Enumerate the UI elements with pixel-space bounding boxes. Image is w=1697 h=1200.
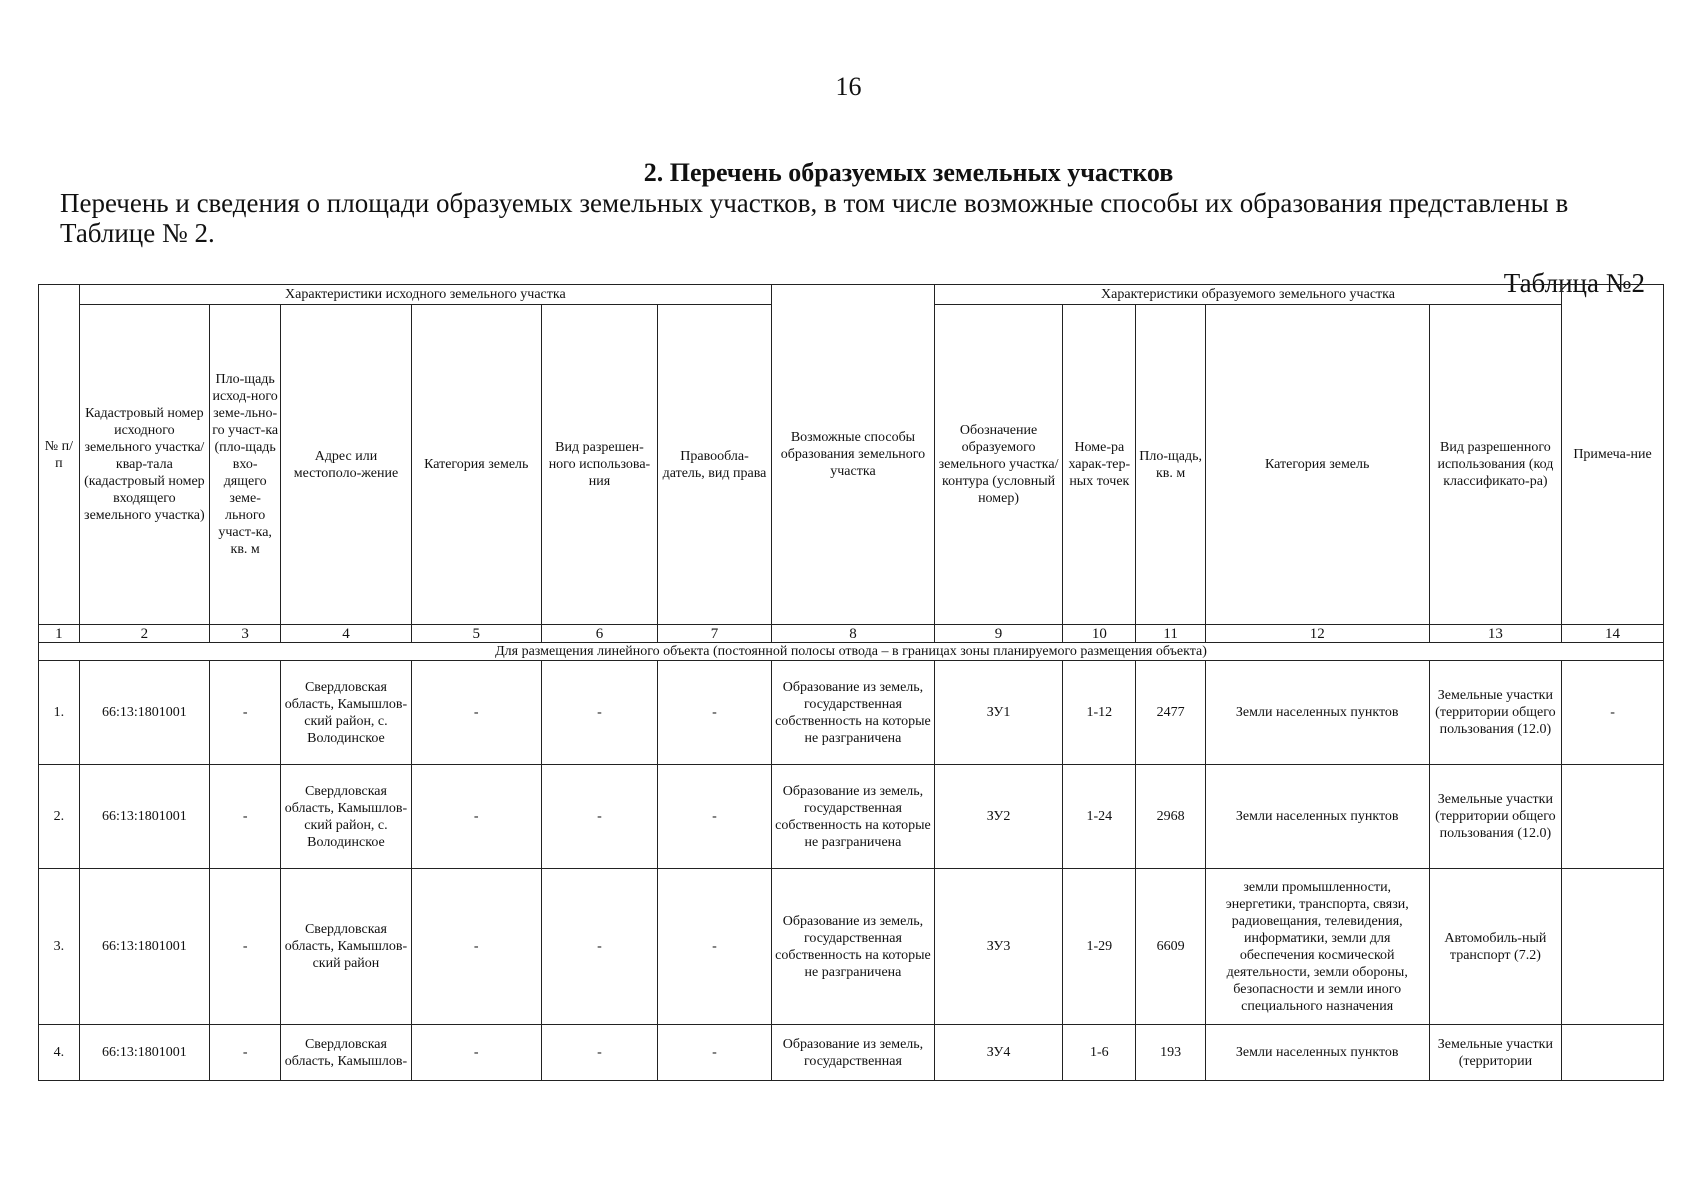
group-header-formed: Характеристики образуемого земельного участка [934,285,1561,305]
permitted-use: - [541,765,657,869]
cadastral-number: 66:13:1801001 [79,869,209,1025]
note [1562,765,1664,869]
column-number: 10 [1063,625,1136,643]
col-header-1: № п/ п [39,285,80,625]
col-header-11: Пло-щадь, кв. м [1136,305,1205,625]
column-number: 4 [281,625,411,643]
source-area: - [210,661,281,765]
column-number: 12 [1205,625,1429,643]
land-category: - [411,869,541,1025]
col-header-8: Возможные способы образования земельного участка [772,285,935,625]
col-header-13: Вид разрешенного использования (код классификато-ра) [1429,305,1561,625]
plot-area: 2477 [1136,661,1205,765]
page-number: 16 [835,72,862,101]
cadastral-number: 66:13:1801001 [79,765,209,869]
new-land-category: Земли населенных пунктов [1205,765,1429,869]
new-land-category: Земли населенных пунктов [1205,661,1429,765]
row-num: 1. [39,661,80,765]
formation-method: Образование из земель, государственная [772,1025,935,1081]
col-header-5: Категория земель [411,305,541,625]
source-area: - [210,1025,281,1081]
section-heading: 2. Перечень образуемых земельных участков [643,158,1174,187]
table-row [39,1025,1664,1081]
right-holder: - [657,1025,771,1081]
column-number: 1 [39,625,80,643]
column-number: 14 [1562,625,1664,643]
col-header-10: Номе-ра харак-тер-ных точек [1063,305,1136,625]
section-title-row: Для размещения линейного объекта (постоянной полосы отвода – в границах зоны планируемого размещения объекта) [39,643,1664,661]
table-row [39,661,1664,765]
col-header-6: Вид разрешен-ного использова-ния [541,305,657,625]
source-area: - [210,869,281,1025]
col-header-2: Кадастровый номер исходного земельного участка/квар-тала (кадастровый номер входящего земельного участка) [79,305,209,625]
column-number: 3 [210,625,281,643]
land-category: - [411,661,541,765]
col-header-14: Примеча-ние [1562,285,1664,625]
right-holder: - [657,661,771,765]
plot-designation: ЗУ2 [934,765,1062,869]
new-land-category: Земли населенных пунктов [1205,1025,1429,1081]
col-header-3: Пло-щадь исход-ного земе-льно-го участ-ка (пло-щадь вхо-дящего земе-льного участ-ка, кв. м [210,305,281,625]
new-permitted-use: Земельные участки (территории общего пользования (12.0) [1429,661,1561,765]
new-permitted-use: Земельные участки (территории [1429,1025,1561,1081]
column-number: 9 [934,625,1062,643]
col-header-9: Обозначение образуемого земельного участка/ контура (условный номер) [934,305,1062,625]
plot-area: 6609 [1136,869,1205,1025]
plot-designation: ЗУ1 [934,661,1062,765]
plot-designation: ЗУ3 [934,869,1062,1025]
source-area: - [210,765,281,869]
col-header-4: Адрес или местополо-жение [281,305,411,625]
land-category: - [411,1025,541,1081]
column-number: 13 [1429,625,1561,643]
column-number: 7 [657,625,771,643]
col-header-12: Категория земель [1205,305,1429,625]
address: Свердловская область, Камышлов-ский район, с. Володинское [281,765,411,869]
column-number: 6 [541,625,657,643]
formation-method: Образование из земель, государственная собственность на которые не разграничена [772,869,935,1025]
col-header-7: Правообла-датель, вид права [657,305,771,625]
permitted-use: - [541,869,657,1025]
land-category: - [411,765,541,869]
group-header-source: Характеристики исходного земельного участка [79,285,771,305]
new-permitted-use: Земельные участки (территории общего пользования (12.0) [1429,765,1561,869]
right-holder: - [657,869,771,1025]
formation-method: Образование из земель, государственная собственность на которые не разграничена [772,661,935,765]
plot-designation: ЗУ4 [934,1025,1062,1081]
address: Свердловская область, Камышлов-ский район [281,869,411,1025]
address: Свердловская область, Камышлов-ский район, с. Володинское [281,661,411,765]
cadastral-number: 66:13:1801001 [79,1025,209,1081]
plot-area: 193 [1136,1025,1205,1081]
characteristic-points: 1-24 [1063,765,1136,869]
table-caption: Таблица №2 [1503,268,1645,298]
address: Свердловская область, Камышлов- [281,1025,411,1081]
new-permitted-use: Автомобиль-ный транспорт (7.2) [1429,869,1561,1025]
new-land-category: земли промышленности, энергетики, транспорта, связи, радиовещания, телевидения, информатики, земли для обеспечения космической деятельности, земли обороны, безопасности и земли иного специального назначения [1205,869,1429,1025]
column-number: 5 [411,625,541,643]
note: - [1562,661,1664,765]
intro-paragraph: Перечень и сведения о площади образуемых земельных участков, в том числе возможные способы их образования представлены в Таблице № 2. [60,188,1569,248]
note [1562,869,1664,1025]
row-num: 2. [39,765,80,869]
column-number: 8 [772,625,935,643]
permitted-use: - [541,661,657,765]
characteristic-points: 1-12 [1063,661,1136,765]
row-num: 3. [39,869,80,1025]
permitted-use: - [541,1025,657,1081]
table-row [39,869,1664,1025]
characteristic-points: 1-29 [1063,869,1136,1025]
land-plots-table [38,284,1664,1081]
right-holder: - [657,765,771,869]
row-num: 4. [39,1025,80,1081]
cadastral-number: 66:13:1801001 [79,661,209,765]
plot-area: 2968 [1136,765,1205,869]
column-number: 11 [1136,625,1205,643]
formation-method: Образование из земель, государственная собственность на которые не разграничена [772,765,935,869]
column-number: 2 [79,625,209,643]
characteristic-points: 1-6 [1063,1025,1136,1081]
table-row [39,765,1664,869]
note [1562,1025,1664,1081]
